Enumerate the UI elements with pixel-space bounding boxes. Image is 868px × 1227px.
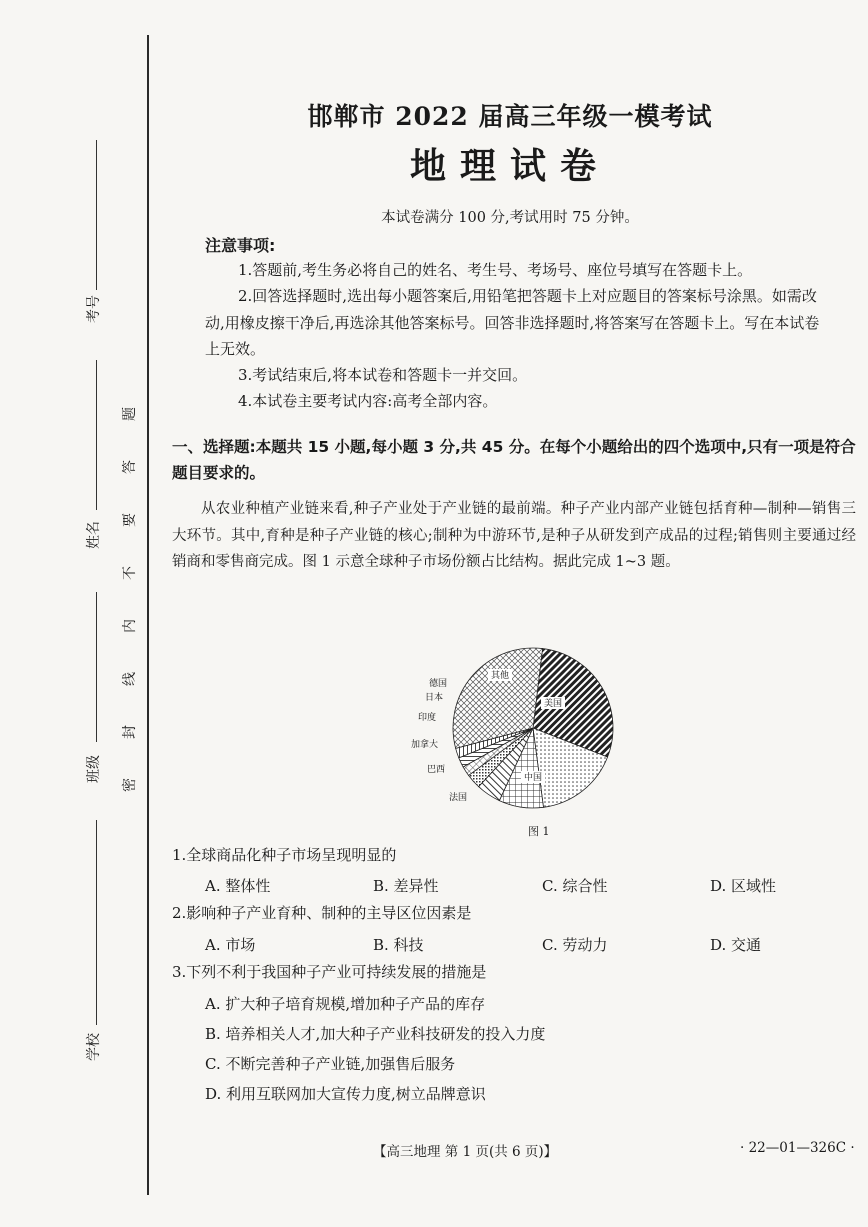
- option: D. 交通: [710, 936, 762, 954]
- name-line: [96, 360, 97, 510]
- option: B. 差异性: [373, 877, 439, 895]
- seal-char: 要: [122, 513, 138, 527]
- page-footer: 【高三地理 第 1 页(共 6 页)】: [373, 1144, 558, 1160]
- subject-title: 地理试卷: [409, 145, 610, 187]
- option: A. 扩大种子培育规模,增加种子产品的库存: [205, 995, 486, 1013]
- notice-heading: 注意事项:: [205, 236, 276, 255]
- notice-item: 1.答题前,考生务必将自己的姓名、考生号、考场号、座位号填写在答题卡上。: [238, 261, 753, 279]
- section-heading: 一、选择题:本题共 15 小题,每小题 3 分,共 45 分。在每个小题给出的四个选项中,只有一项是符合题目要求的。: [172, 438, 856, 482]
- option: A. 市场: [205, 936, 256, 954]
- seal-char: 密: [122, 778, 138, 792]
- class-line: [96, 592, 97, 742]
- name-label: 姓名: [86, 521, 102, 549]
- pie-label: 日本: [425, 693, 444, 703]
- score-line: 本试卷满分 100 分,考试用时 75 分钟。: [381, 210, 639, 226]
- exam-number-label: 考号: [86, 295, 102, 323]
- option: D. 利用互联网加大宣传力度,树立品牌意识: [205, 1085, 486, 1103]
- seal-char: 题: [122, 407, 138, 421]
- option: C. 劳动力: [542, 936, 608, 954]
- pie-label: 德国: [429, 679, 448, 689]
- option: C. 不断完善种子产业链,加强售后服务: [205, 1055, 456, 1073]
- question-stem: 1.全球商品化种子市场呈现明显的: [172, 846, 397, 864]
- option: C. 综合性: [542, 877, 608, 895]
- notice-item: 4.本试卷主要考试内容:高考全部内容。: [238, 392, 498, 410]
- option: A. 整体性: [205, 877, 271, 895]
- pie-label: 美国: [543, 699, 563, 709]
- question-stem: 2.影响种子产业育种、制种的主导区位因素是: [172, 904, 472, 922]
- pie-chart: [395, 640, 620, 820]
- seal-char: 不: [122, 566, 138, 580]
- paper-code: · 22—01—326C ·: [740, 1140, 855, 1156]
- pie-label: 其他: [490, 671, 510, 681]
- pie-label: 中国: [523, 773, 543, 783]
- notice-item: 2.回答选择题时,选出每小题答案后,用铅笔把答题卡上对应题目的答案标号涂黑。如需改动,用橡皮擦干净后,再选涂其他答案标号。回答非选择题时,将答案写在答题卡上。写在本试卷上无效。: [205, 287, 820, 358]
- exam-title: 邯郸市 2022 届高三年级一模考试: [307, 102, 713, 131]
- pie-label: 巴西: [427, 765, 446, 775]
- pie-label: 印度: [418, 713, 437, 723]
- pie-label: 加拿大: [411, 740, 439, 750]
- figure-caption: 图 1: [528, 825, 550, 838]
- notice-item: 3.考试结束后,将本试卷和答题卡一并交回。: [238, 366, 528, 384]
- pie-label: 法国: [449, 793, 468, 803]
- seal-char: 内: [122, 619, 138, 633]
- seal-char: 封: [122, 725, 138, 739]
- option: B. 科技: [373, 936, 424, 954]
- seal-char: 线: [122, 672, 138, 686]
- option: D. 区域性: [710, 877, 777, 895]
- option: B. 培养相关人才,加大种子产业科技研发的投入力度: [205, 1025, 546, 1043]
- school-label: 学校: [86, 1033, 102, 1061]
- class-label: 班级: [86, 755, 102, 783]
- school-line: [96, 820, 97, 1025]
- passage: 从农业种植产业链来看,种子产业处于产业链的最前端。种子产业内部产业链包括育种—制种—销售三大环节。其中,育种是种子产业链的核心;制种为中游环节,是种子从研发到产成品的过程;销售则主要通过经销商和零售商完成。图 1 示意全球种子市场份额占比结构。据此完成 1~3 题。: [172, 501, 856, 570]
- question-stem: 3.下列不利于我国种子产业可持续发展的措施是: [172, 963, 487, 981]
- seal-char: 答: [122, 460, 138, 474]
